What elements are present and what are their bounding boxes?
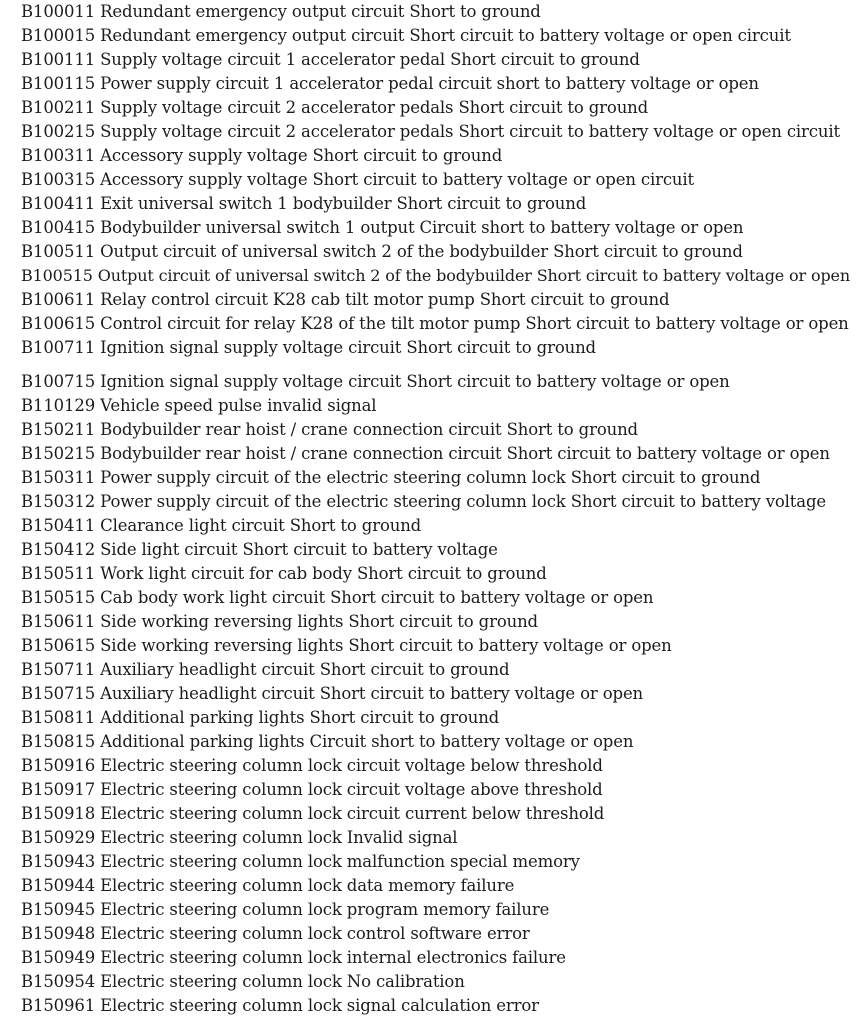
fault-code-line: B150515 Cab body work light circuit Short circuit to battery voltage or open <box>21 588 654 607</box>
fault-code-line: B150312 Power supply circuit of the electric steering column lock Short circuit to battery voltage <box>21 492 826 511</box>
fault-code-document <box>21 0 857 1018</box>
fault-code-line: B150215 Bodybuilder rear hoist / crane connection circuit Short circuit to battery voltage or open <box>21 444 830 463</box>
fault-code-line: B150918 Electric steering column lock circuit current below threshold <box>21 804 605 823</box>
fault-code-line: B150954 Electric steering column lock No calibration <box>21 972 465 991</box>
fault-code-line: B100615 Control circuit for relay K28 of the tilt motor pump Short circuit to battery voltage or open <box>21 314 849 333</box>
fault-code-line: B150311 Power supply circuit of the electric steering column lock Short circuit to ground <box>21 468 761 487</box>
fault-code-line: B100611 Relay control circuit K28 cab tilt motor pump Short circuit to ground <box>21 290 670 309</box>
fault-code-line: B150943 Electric steering column lock malfunction special memory <box>21 852 580 871</box>
fault-code-line: B150411 Clearance light circuit Short to ground <box>21 516 422 535</box>
fault-code-line: B100011 Redundant emergency output circuit Short to ground <box>21 2 541 21</box>
fault-code-line: B150945 Electric steering column lock program memory failure <box>21 900 550 919</box>
fault-code-line: B100511 Output circuit of universal switch 2 of the bodybuilder Short circuit to ground <box>21 242 743 261</box>
fault-code-line: B150211 Bodybuilder rear hoist / crane connection circuit Short to ground <box>21 420 638 439</box>
fault-code-line: B150815 Additional parking lights Circuit short to battery voltage or open <box>21 732 634 751</box>
fault-code-line: B100711 Ignition signal supply voltage circuit Short circuit to ground <box>21 338 596 357</box>
fault-code-list-block-2 <box>21 370 857 1018</box>
fault-code-line: B110129 Vehicle speed pulse invalid signal <box>21 396 377 415</box>
fault-code-line: B150511 Work light circuit for cab body Short circuit to ground <box>21 564 547 583</box>
fault-code-line: B150711 Auxiliary headlight circuit Short circuit to ground <box>21 660 510 679</box>
fault-code-list-block-1 <box>21 0 857 360</box>
fault-code-line: B100411 Exit universal switch 1 bodybuilder Short circuit to ground <box>21 194 587 213</box>
fault-code-line: B100015 Redundant emergency output circuit Short circuit to battery voltage or open circuit <box>21 26 791 45</box>
fault-code-line: B100515 Output circuit of universal switch 2 of the bodybuilder Short circuit to battery voltage or open <box>21 266 851 285</box>
fault-code-line: B150948 Electric steering column lock control software error <box>21 924 530 943</box>
fault-code-line: B150715 Auxiliary headlight circuit Short circuit to battery voltage or open <box>21 684 644 703</box>
fault-code-line: B150949 Electric steering column lock internal electronics failure <box>21 948 566 967</box>
fault-code-line: B150412 Side light circuit Short circuit to battery voltage <box>21 540 498 559</box>
fault-code-line: B100311 Accessory supply voltage Short circuit to ground <box>21 146 503 165</box>
fault-code-line: B100315 Accessory supply voltage Short circuit to battery voltage or open circuit <box>21 170 695 189</box>
fault-code-line: B150811 Additional parking lights Short circuit to ground <box>21 708 500 727</box>
fault-code-line: B150917 Electric steering column lock circuit voltage above threshold <box>21 780 603 799</box>
fault-code-line: B100211 Supply voltage circuit 2 accelerator pedals Short circuit to ground <box>21 98 649 117</box>
fault-code-line: B150929 Electric steering column lock Invalid signal <box>21 828 458 847</box>
fault-code-line: B150615 Side working reversing lights Short circuit to battery voltage or open <box>21 636 672 655</box>
fault-code-line: B100111 Supply voltage circuit 1 accelerator pedal Short circuit to ground <box>21 50 640 69</box>
fault-code-line: B100715 Ignition signal supply voltage circuit Short circuit to battery voltage or open <box>21 372 730 391</box>
fault-code-line: B150916 Electric steering column lock circuit voltage below threshold <box>21 756 603 775</box>
fault-code-line: B100215 Supply voltage circuit 2 accelerator pedals Short circuit to battery voltage or open circuit <box>21 122 840 141</box>
fault-code-line: B150961 Electric steering column lock signal calculation error <box>21 996 539 1015</box>
fault-code-line: B100415 Bodybuilder universal switch 1 output Circuit short to battery voltage or open <box>21 218 744 237</box>
fault-code-line: B150944 Electric steering column lock data memory failure <box>21 876 515 895</box>
fault-code-line: B150611 Side working reversing lights Short circuit to ground <box>21 612 538 631</box>
fault-code-line: B100115 Power supply circuit 1 accelerator pedal circuit short to battery voltage or open <box>21 74 759 93</box>
